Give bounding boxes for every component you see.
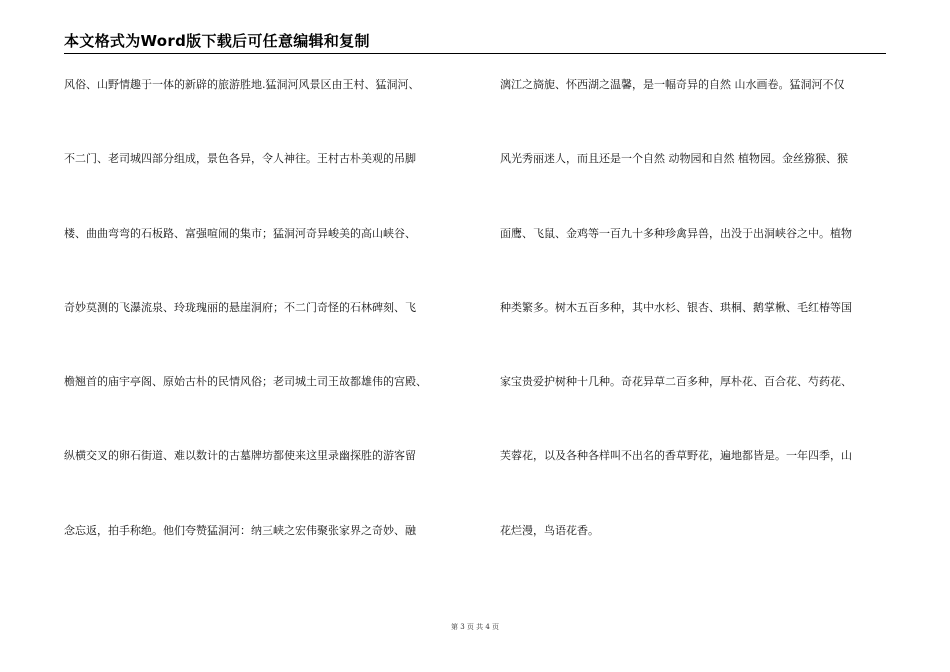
document-header-title: 本文格式为Word版下载后可任意编辑和复制 [64,32,370,50]
text-line: 芙蓉花，以及各种各样叫不出名的香草野花，遍地都皆是。一年四季，山 [500,449,852,463]
text-line: 风光秀丽迷人，而且还是一个自然 动物园和自然 植物园。金丝猕猴、猴 [500,152,848,166]
page-number-footer: 第 3 页 共 4 页 [450,623,500,631]
text-line: 檐翘首的庙宇亭阁、原始古朴的民情风俗；老司城土司王故都雄伟的宫殿、 [64,375,427,389]
text-line: 种类繁多。树木五百多种，其中水杉、银杏、珙桐、鹅掌楸、毛红椿等国 [500,300,852,314]
text-line: 花烂漫，鸟语花香。 [500,523,599,537]
text-column-right [500,77,890,597]
text-column-left [64,77,454,597]
text-line: 纵横交叉的卵石街道、难以数计的古墓牌坊都使来这里录幽探胜的游客留 [64,449,416,463]
text-line: 念忘返，拍手称绝。他们夸赞猛洞河：纳三峡之宏伟聚张家界之奇妙、融 [64,523,416,537]
text-line: 面鹰、飞鼠、金鸡等一百九十多种珍禽异兽，出没于出洞峡谷之中。植物 [500,226,852,240]
header-divider [64,53,886,54]
text-line: 家宝贵爱护树种十几种。奇花异草二百多种，厚朴花、百合花、芍药花、 [500,375,852,389]
text-line: 漓江之旖旎、怀西湖之温馨，是一幅奇异的自然 山水画卷。猛洞河不仅 [500,78,845,91]
text-line: 奇妙莫测的飞瀑流泉、玲珑瑰丽的悬崖洞府；不二门奇怪的石林碑刻、飞 [64,300,416,314]
text-line: 楼、曲曲弯弯的石板路、富强喧闹的集市；猛洞河奇异峻美的高山峡谷、 [64,226,416,240]
text-line: 不二门、老司城四部分组成，景色各异，令人神往。王村古朴美观的吊脚 [64,152,416,166]
text-line: 风俗、山野情趣于一体的新辟的旅游胜地.猛洞河风景区由王村、猛洞河、 [64,78,420,91]
